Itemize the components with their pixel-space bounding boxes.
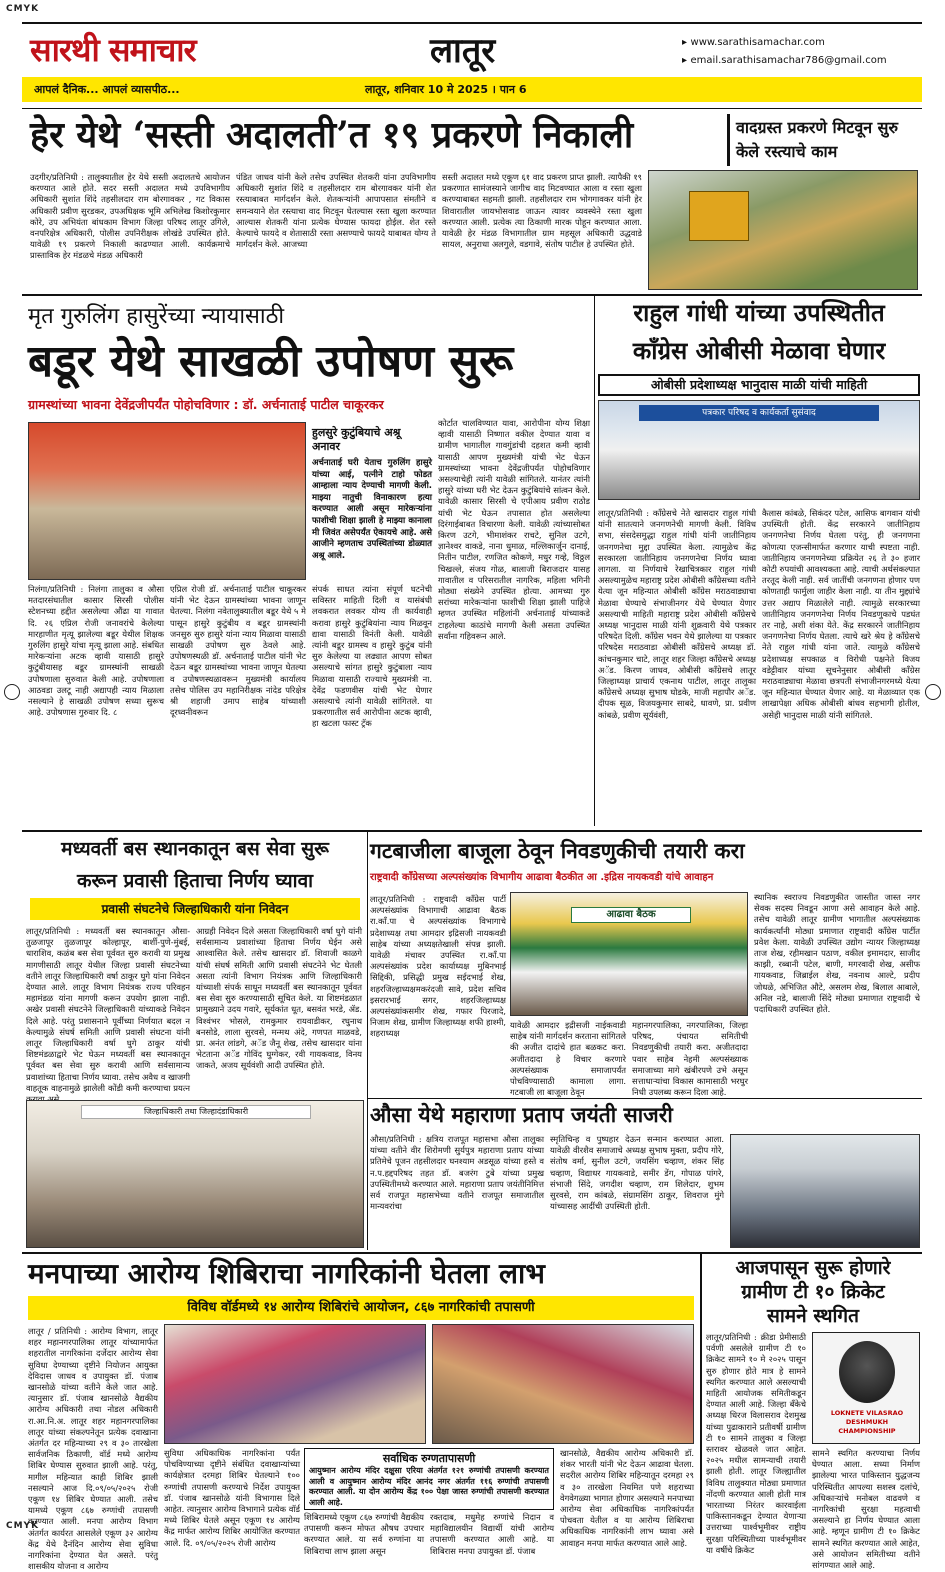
story7-col5: खानसोळे, वैद्यकीय आरोग्य अधिकारी डॉ. शंकर भारती यांनी भेट देऊन आढावा घेतला. सदरील आरोग्य शिबिर महिन्यातून दरमहा २९ व ३० तारखेला नियमित पणे शहराच्या वेगवेगळ्या भागात होणार असल्याने मनपाच्या आरोग्य सेवा अधिकाधिक नागरिकांपर्यंत पोचवता येतील व या आरोग्य शिबिराचा अधिकाधिक नागरिकांनी लाभ घ्यावा असे आवाहन मनपा मार्फत करण्यात आले आहे.	[560, 1448, 694, 1548]
story1-headline: हेर येथे ‘सस्ती अदालती’त १९ प्रकरणे निकाली	[30, 114, 634, 156]
story6-col2: स्मृतिचिन्ह व पुष्पहार देऊन सन्मान करण्यात आला. यावेळी वीरशैव समाजाचे अध्यक्ष सुभाष मुक्ता, प्रदीप गोरे, संतोष वर्मा, सुनील उटगे, जयसिंग चव्हाण, शंकर सिंह चव्हाण, विद्याधर गायकवाडे, समीर डेंग, गोपाळ पांगरे, संभाजी सिंदे, जगदीश चव्हाण, राम शिलेदार, शुभम सुरवसे, राम कांबळे, संग्रामसिंग ठाकूर, शिवराज मुंगे यांच्यासह आदींची उपस्थिती होती.	[550, 1134, 724, 1212]
story7-col2: सुविधा अधिकाधिक नागरिकांना पर्यंत पोचविण्याच्या दृष्टीने संबंधित दवाखान्यांच्या कार्यक्षेत्रात दरमहा शिबिर घेतल्याने १०० रुग्णांची तपासणी करण्याचे निर्देश उपायुक्त डॉ. पंजाब खानसोळे यांनी विभागास दिले आहेत. त्यानुसार आरोग्य विभागाने प्रत्येक वॉर्ड मध्ये शिबिर घेतले असून एकूण १४ आरोग्य केंद्र मार्फत आरोग्य शिबिर आयोजित करण्यात आले. दि. ०९/०५/२०२५ रोजी आरोग्य	[164, 1448, 300, 1548]
story2-col4: कोर्टात चालविण्यात यावा, आरोपीना योग्य शिक्षा व्हावी यासाठी निष्णात वकील देण्यात यावा व ग्रामीण भागातील गावगुंडांची दहशत कमी व्हावी यासाठी आपण मुख्यमंत्री यांची भेट घेऊन ग्रामस्थांच्या भावना देवेंद्रजीपर्यंत पोहोचविणार असल्याचेही त्यांनी यावेळी सांगितले. यानंतर त्यांनी हासुरे यांच्या घरी भेट देऊन कुटुंबियांचे सांत्वन केले. यावेळी कासार सिरसी चे एपीआय प्रवीण राठोड यांची भेट घेऊन तपासात होत असलेल्या दिरंगाईबाबत विचारणा केली. यावेळी त्यांच्यासोबत किरण उटगे, भीमाशंकर राचटे, सुनिल उटगे, ज्ञानेश्वर वाकडे, नाना धुमाळ, मल्लिकार्जुन दानाई, नितीन पाटील, रणजित कोकणे, मधुर गव्हे, विठ्ठल चिखल्ले, संजय गोळ, बालाजी बिराजदार यासह गावातील व परिसरातील नागरिक, महिला भगिनी मोठ्या संख्येने उपस्थित होत्या. आमच्या गुरु सरांच्या मारेकऱ्यांना फाशीची शिक्षा झाली पाहिजे म्हणत उपस्थित महिलांनी अर्चनाताई यांच्याकडे टाहलेल्या काठांचे मागणी केली असता उपस्थित सर्वांना गहिवरून आले.	[438, 418, 590, 641]
story4-headline-line2: करून प्रवासी हिताचा निर्णय घ्यावा	[76, 870, 314, 892]
story7-subhead: विविध वॉर्डमध्ये १४ आरोग्य शिबिरांचे आयोजन, ८६७ नागरिकांची तपासणी	[28, 1296, 694, 1320]
story7-col1: लातूर / प्रतिनिधी : आरोग्य विभाग, लातूर शहर महानगरपालिका लातूर यांच्यामार्फत शहरातील नागरिकांना दर्जेदार आरोग्य सेवा सुविधा देण्याच्या दृष्टीने नियोजन आयुक्त देविदास जाधव व उपायुक्त डॉ. पंजाब खानसोळे यांच्या वतीने केले जात आहे. त्यानुसार डॉ. पंजाब खानसोळे वैद्यकीय आरोग्य अधिकारी तथा नोडल अधिकारी रा.आ.नि.अ. लातूर शहर महानगरपालिका लातूर यांच्या संकल्पनेतून प्रत्येक दवाखाना अंतर्गत दर महिन्याच्या २९ व ३० तारखेला सार्वजनिक ठिकाणी, वॉर्ड मध्ये आरोग्य शिबिर घेण्यास सुरुवात झाली आहे. परंतु, मागील महिन्यात काही शिबिर झाली नसल्याने आज दि.०९/०५/२०२५ रोजी एकूण १४ शिबिर घेण्यात आली. तसेच यामध्ये एकूण ८६७ रुग्णांची तपासणी करण्यात आली. मनपा आरोग्य विभाग अंतर्गत कार्यरत आसलेले एकूण ३२ आरोग्य केंद्र येथे दैनंदिन आरोग्य सेवा सुविधा नागरिकांना देण्यात येत असते. परंतु शासकीय योजना व आरोग्य	[28, 1326, 158, 1572]
edition-name: लातूर	[430, 31, 496, 71]
email-link[interactable]: ▸ email.sarathisamachar786@gmail.com	[682, 55, 887, 66]
story2-sidebar-title: हुलसुरे कुटुंबियाचे अश्रू अनावर	[312, 426, 401, 453]
story5-col4: स्थानिक स्वराज्य निवडणुकीत जास्तीत जास्त नगर सेवक सदस्य निवडून आणा असे आवाहन केले आहे. तसेच यावेळी लातूर ग्रामीण भागातील अल्पसंख्याक कार्यकर्त्यांनी मोठ्या प्रमाणात राष्ट्रवादी काँग्रेस पार्टीत प्रवेश केला. यावेळी उपस्थित उद्योग न्यायर जिल्हाध्यक्ष ताज शेख, रहीमखान पठाण, वकील इमामदार, साजीद काझी, रब्बानी पटेल, बाणी, मगरवादी शेख, असीफ गायकवाड, जिब्राईल शेख, नवनाथ आल्टे, प्रदीप जोधळे, अभिजित औटे, असलम शेख, बिलाल आबाले, अनिल नडे, बालाजी सिंदे मोठ्या प्रमाणात राष्ट्रवादी चे पदाधिकारी उपस्थित होते.	[754, 892, 920, 1015]
story2-col3: संपर्क साधत त्यांना संपूर्ण घटनेची सविस्तर माहिती दिली व यासंबंधी लवकरात लवकर योग्य ती कार्यवाही करावा हासुरे कुटुंबियांना न्याय मिळवून द्यावा यासाठी विनंती केली. यावेळी त्यांनी बडूर ग्रामस्थ व हासुरे कुटुंब यांनी सुरु केलेल्या या लढ्यात आपण सोबत असल्याचे सांगत हासुरे कुटुंबाला न्याय मिळावा यासाठी राज्याचे मुख्यमंत्री ना. देवेंद्र फडणवीस यांची भेट घेणार असल्याचे त्यांनी यावेळी सांगितले. या प्रकरणातील सर्व आरोपीना अटक व्हावी, हा खटला फास्ट ट्रॅक	[312, 584, 432, 729]
story1-photo-caption: वादग्रस्त प्रकरणे मिटवून सुरु केले रस्त्याचे काम	[736, 118, 899, 161]
story7-box-title: सर्वाधिक रुग्णतापासणी	[382, 1452, 476, 1465]
story2-col2: एप्रिल रोजी डॉ. अर्चनाताई पाटील चाकूरकर यांनी भेट देऊन ग्रामस्थांच्या भावना जाणून घेतल्या. निलंगा नवेतालुक्यातील बडूर येथे ५ मे पासून हासुरे कुटुंबीय व बडूर ग्रामस्थांनी जनसुरु सुरु हासुरे यांना न्याय मिळावा यासाठी साखळी उपोषण सुरु ठेवले आहे. उपोषणस्थळी डॉ. अर्चनाताई पाटील यांनी भेट देऊन बडूर ग्रामस्थांच्या भावना जाणून घेतल्या व उपोषणस्थळावरून मुख्यमंत्री कार्यालय तसेच पोलिस उप महानिरीक्षक नांदेड परिक्षेत्र श्री शहाजी उमाप साहेब यांच्याशी दूरध्वनीवरून	[170, 584, 306, 718]
story3-col2: कैलास कांबळे, सिकंदर पटेल, आसिफ बागवान यांची उपस्थिती होती. केंद्र सरकारने जातीनिहाय जनगणनेचा निर्णय घेतला परंतु, ही जनगणना कोणत्या एजन्सीमार्फत करणार याची स्पष्टता नाही. जातीनिहाय जनगणनेच्या प्रक्रियेत २६ ते ३० हजार कोटी रुपयांची आवश्यकता आहे. त्याची अर्थसंकल्पात तरतूद केली नाही. सर्व जातींची जनगणना होणार पण कोणताही फार्मुला जाहीर केला नाही. या तीन मुद्द्यांचे उत्तर अद्याप मिळालेले नाही. त्यामुळे सरकारच्या जातीनिहाय जनगणनेचा निर्णय निवडणुकाचे पडघंत तर नाहे, अशी शंका येते. केंद्र सरकारने जातीनिहाय जनगणनेचा निर्णय घेतला. त्याचे खरे श्रेय हे काँग्रेसचे नेते राहुल गांधी यांना जाते. त्यामुळे काँग्रेसचे प्रदेशाध्यक्ष सपकाळ व विरोधी पक्षनेते विजय वडेट्टीवार यांच्या सूचनेनुसार ओबीसी काँग्रेस मराठवाड्याचा मेळावा छत्रपती संभाजीनगरमध्ये येत्या जून महिन्यात घेण्यात येणार आहे. या मेळाव्यात एक लाखापेक्षा अधिक ओबीसी बांधव सहभागी होतील, असेही भानुदास माळी यांनी सांगितले.	[762, 508, 920, 720]
story1-col2: पंडित जाधव यांनी केले तसेच उपस्थित शेतकरी यांना उपविभागीय अधिकारी सुशांत शिंदे व तहसीलदार राम बोरगावकर यांनी शेत रस्त्याबाबत मार्गदर्शन केले. शेतकऱ्यांनी आपापसात संमतीने व समन्वयाने शेत रस्त्याचा वाद मिटवून घेतल्यास रस्ता खुला करण्यात आल्यास शेतकरी यांना प्रत्येक घेण्यास फायदा होईल. शेत रस्ते केल्याचे फायदे व शेतासाठी रस्ता असण्याचे फायदे याबाबत योग्य ते मार्गदर्शन केले. आजच्या	[236, 172, 436, 250]
story3-subhead: ओबीसी प्रदेशाध्यक्ष भानुदास माळी यांची माहिती	[598, 374, 920, 396]
story5-subhead: राष्ट्रवादी काँग्रेसच्या अल्पसंख्यांक विभागीय आढावा बैठकीत आ .इद्रिस नायकवडी यांचे आवाहन	[370, 872, 714, 883]
story5-photo-meeting	[510, 892, 748, 1016]
story7-photo-camp2	[432, 1324, 694, 1444]
story7-photo-camp1	[164, 1324, 426, 1444]
story4-col2: आग्रही निवेदन दिले असता जिल्हाधिकारी वर्षा घुगे यांनी सर्वसामान्य प्रवाशांच्या हिताचा निर्णय घेईन असे आश्वासित केले. तसेच खासदार डॉ. शिवाजी काळगे यांची संघर्ष समिती आणि प्रवासी संघटनेने भेट घेतली असता त्यांनी विभाग नियंत्रक आणि जिल्हाधिकारी यांच्याशी संपर्क साधून मध्यवर्ती बस स्थानकातून पूर्ववत बस सेवा सुरु करण्यासाठी सूचित केले. या शिष्टमंडळात प्रामुख्याने उदय गवारे, सूर्यकांत धूत, बसवंत भरडे, ॲड. विश्वंभर भोसले, रामकुमार रायवाडीकर, रघुनाथ बनसोडे, लाला सुरवसे, मन्मथ अंदे, गणपत माळवडे, प्रा. अनंत लांडगे, अॅड जैनू शेख, तसेच खासदार यांना भेटताना अॅड गोविंद घुग्गेकर, रवी गायकवाड, विनय जाकते, अजय सूर्यवंशी आदी उपस्थित होते.	[196, 926, 362, 1071]
website-link[interactable]: ▸ www.sarathisamachar.com	[682, 37, 825, 48]
story8-headline-line2: ग्रामीण टी १० क्रिकेट	[741, 1281, 885, 1303]
story3-headline-line1: राहुल गांधी यांच्या उपस्थितीत	[633, 298, 885, 327]
collector-office-sign: जिल्हाधिकारी तथा जिल्हादंडाधिकारी	[81, 1105, 311, 1119]
story8-headline-line3: सामने स्थगित	[767, 1305, 859, 1327]
story7-box-text: आयुष्मान आरोग्य मंदिर दक्षुसा एरिया अंतर्गत १२१ रुग्णांची तपासणी करण्यात आली व आयुष्मान आरोग्य मंदिर आनंद नगर अंतर्गत ११६ रुग्णांची तपासणी करण्यात आली. या दोन आरोग्य केंद्र १०० पेक्षा जास्त रुग्णांची तपासणी करण्यात आली आहे.	[309, 1466, 549, 1507]
story3-col1: लातूर/प्रतिनिधी : काँग्रेसचे नेते खासदार राहुल गांधी यांनी सातत्याने जनगणनेची मागणी केली. विविध सभा, संसदेसमुद्धा राहुल गांधी यांनी जातीनिहाय जनगणनेचा मुद्दा उपस्थित केला. त्यामुळेच केंद्र सरकारला जातीनिहाय जनगणनेचा निर्णय घ्यावा लागला. या निर्णयाचे रेखाचित्रकार राहुल गांधी असल्यामुळेच महाराष्ट्र प्रदेश ओबीसी काँग्रेसच्या वतीने येत्या जून महिन्यात ओबीसी काँग्रेस मराठवाड्याचा मेळावा घेण्याचे संभाजीनगर येथे घेण्यात येणार असल्याची माहिती महाराष्ट्र प्रदेश ओबीसी काँग्रेसचे अध्यक्ष भानुदास माळी यांनी शुक्रवारी येथे पत्रकार परिषदेत दिली. काँग्रेस भवन येथे झालेल्या या पत्रकार परिषदेस मराठवाडा ओबीसी काँग्रेसचे अध्यक्ष डॉ. कांचनकुमार चाटे, लातूर शहर जिल्हा काँग्रेसचे अध्यक्ष अॅड. किरण जाधव, ओबीसी काँग्रेसचे लातूर जिल्हाध्यक्ष प्राचार्य एकनाथ पाटील, लातूर तालुका काँग्रेसचे अध्यक्ष सुभाष घोडके, माजी महापौर अॅड. दीपक सूळ, विजयकुमार साबदे, धावणे, प्रा. प्रवीण कांबळे, प्रवीण सूर्यवंशी,	[598, 508, 756, 720]
story5-col2: यावेळी आमदार इद्रीसजी नाईकवाडी साहेब यांनी मार्गदर्शन करताना सांगितले की अजीत दादांचे हात बळकट करा. अजीतदादा हे विचार करणारे अल्पसंख्याक समाजापर्यंत पोचविण्यासाठी कामाला लागा. गटबाजी ला बाजूला ठेवून	[510, 1020, 626, 1098]
story4-photo-memorandum	[26, 1100, 364, 1248]
story6-headline: औसा येथे महाराणा प्रताप जयंती साजरी	[370, 1102, 673, 1127]
story2-col1: निलंगा/प्रतिनिधी : निलंगा तालुका व औसा मतदारसंघातील कासार सिरसी पोलीस स्टेशनच्या हद्दीत असलेल्या औंढा या गावात दि. २६ एप्रिल रोजी जनावरांचे केलेल्या मारहाणीत मृत्यू झालेल्या बडूर येथील शिक्षक गुरुलिंग हासुरे यांचा मृत्यू झाला आहे. संबधित मारेकऱ्यांना अटक व्हावी यासाठी हासुरे कुटुंबीयासह बडूर ग्रामस्थांनी साखळी उपोषणाला सुरुवात केली आहे. उपोषणाला आठवडा उलटू नाही अद्यापही न्याय मिळाला नसल्याने हे साखळी उपोषण सध्या सुरूच आहे. उपोषणास गुरुवार दि. ८	[28, 584, 164, 718]
story5-col1: लातूर/प्रतिनिधी : राष्ट्रवादी काँग्रेस पार्टी अल्पसंख्यांक विभागाची आढावा बैठक रा.कॉं.पा चे अल्पसंख्यांक विभागाचे प्रदेशाध्यक्ष तथा आमदार इद्रिसजी नायकवडी साहेब यांच्या अध्यक्षतेखाली संपन्न झाली. यावेळी मंचावर उपस्थित रा.कॉं.पा अल्पसंख्यांक प्रदेश कार्याध्यक्ष मुबिनभाई सिद्दिकी, प्रसिद्धी प्रमुख सईदभाई शेख, शहरजिल्हाध्यक्षमकरंदजी सावे, प्रदेश सचिव इसरारभाई सगर, शहरजिल्हाध्यक्ष अल्पसंख्यांकसमीर शेख, गफार पिरजादे, निजाम शेख, ग्रामीण जिल्हाध्यक्ष शफी हाश्मी, शहराध्यक्ष	[370, 894, 506, 1039]
story2-photo-protest	[28, 422, 306, 580]
portrait-icon	[839, 1341, 895, 1403]
story5-headline: गटबाजीला बाजूला ठेवून निवडणुकीची तयारी करा	[370, 838, 745, 863]
story6-photo-jayanti	[730, 1134, 920, 1248]
story7-headline: मनपाच्या आरोग्य शिबिराचा नागरिकांनी घेतला लाभ	[28, 1257, 545, 1290]
story4-col1: लातूर/प्रतिनिधी : मध्यवर्ती बस स्थानकातून औसा-तुळजापूर तुळजापूर कोल्हापूर, बार्शी-पुणे-मुंबई, धाराशिव, कळंब बस सेवा पूर्ववत सुरु करावी या प्रमुख मागणीसाठी लातूर येथील जिल्हा प्रवासी संघटनेच्या वतीने लातूर जिल्हाधिकारी वर्षा ठाकूर घुगे यांना निवेदन देण्यात आले. लातूर विभाग नियंत्रक राज्य परिवहन महामंडळ यांना मागणी करून उपयोग झाला नाही. अखेर प्रवासी संघटनेने जिल्हाधिकारी यांच्याकडे निवेदन दिले आहे. परंतु प्रशासनाने पूर्वीच्या निर्णयात बदल न केल्यामुळे संघर्ष समिती आणि प्रवासी संघटना यांनी लातूर जिल्हाधिकारी वर्षा घुगे ठाकूर यांची शिष्टमंडळाद्वारे भेट घेऊन मध्यवर्ती बस स्थानकातून पूर्ववत बस सेवा सुरु करावी आणि सर्वसामान्य प्रवाशांच्या हिताचा निर्णय घ्यावा. तसेच अवैध व खाजगी वाहतूक वाहनामुळे झालेली कोंडी कमी करण्याचा प्रयत्न	[26, 926, 190, 1093]
story3-banner: पत्रकार परिषद व कार्यकर्ता सुसंवाद	[639, 405, 879, 421]
championship-logo	[812, 1332, 920, 1444]
story4-subhead: प्रवासी संघटनेचे जिल्हाधिकारी यांना निवेदन	[30, 898, 360, 920]
excavator-shape	[689, 191, 749, 241]
story4-headline-line1: मध्यवर्ती बस स्थानकातून बस सेवा सुरू	[61, 838, 329, 860]
story7-col3: शिबिरामध्ये एकूण ८६७ रुग्णांची वैद्यकीय तपासणी करून मोफत औषध उपचार करण्यात आले. या सर्व रुग्णांना या शिबिराचा लाभ झाला असून	[304, 1512, 424, 1556]
story7-highlight-box	[304, 1448, 554, 1510]
story6-col1: औसा/प्रतिनिधी : क्षत्रिय राजपूत महासभा औसा तालुका यांच्या वतीने वीर शिरोमणी सुर्यपुत्र महाराणा प्रताप यांच्या प्रतिमेचे पूजन तहसीलदार घनश्याम अडसूळ यांच्या हस्ते व न.प.हद्दपरिषद तहत डॉ. बजरंग टुबे यांच्या प्रमुख उपस्थितीमध्ये करण्यात आले. महाराणा प्रताप जयंतीनिमित्त सर्व राजपूत महासभेच्या वतीने राजपूत समाजातील मान्यवरांचा	[370, 1134, 544, 1212]
story2-subhead: ग्रामस्थांच्या भावना देवेंद्रजीपर्यंत पोहोचविणार : डॉ. अर्चनाताई पाटील चाकूरकर	[28, 397, 384, 412]
tagline: आपलं दैनिक... आपलं व्यासपीठ...	[34, 83, 180, 96]
crop-mark-left	[4, 684, 20, 700]
story3-photo-press	[598, 400, 920, 500]
dateline: लातूर, शनिवार 10 मे 2025 । पान 6	[365, 83, 527, 96]
story8-headline-line1: आजपासून सुरू होणारे	[735, 1257, 891, 1279]
story8-col1: लातूर/प्रतिनिधी : क्रीडा प्रेमीसाठी पर्वणी असलेले ग्रामीण टी १० क्रिकेट सामने १० मे २०२५ पासून सुरु होणार होते मात्र हे सामने स्थगित करण्यात आले असल्याची माहिती आयोजक समितीकडून देण्यात आली आहे. जिल्हा बँकेचे अध्यक्ष धिरज विलासराव देशमुख यांच्या पुढाकाराने प्रतीवर्षी ग्रामीण टी १० सामने तालुका व जिल्हा स्तरावर खेळवले जात आहेत. २०२५ मधील सामन्याची तयारी झाली होती. लातूर जिल्ह्यातील विविध तालुक्यात मोठ्या प्रमाणात नोंदणी करण्यात आली होती मात्र भारताच्या निरंतर कारवाईला पाकिस्तानकडून देण्यात येणाऱ्या उत्तराच्या पार्श्वभूमीवर राष्ट्रीय सुरक्षा परिस्थितीच्या पार्श्वभूमीवर या वर्षीचे क्रिकेट	[706, 1332, 806, 1555]
championship-logo-text: LOKNETE VILASRAO DESHMUKH CHAMPIONSHIP	[830, 1409, 904, 1435]
story2-sidebar-text: अर्चनाताई घरी येताच गुरुलिंग हासुरे यांच्या आई, पत्नीने टाहो फोडत आम्हाला न्याय देण्याची मागणी केली. माझ्या नातुची विनाकारण हत्या करण्यात आली असून मारेकऱ्यांना फाशीची शिक्षा झाली हे माझ्या कानाला मी जिवंत असेपर्यंत ऐकायचे आहे. असे आजीने म्हणताच उपस्थितांच्या डोळ्यात अश्रू आले.	[312, 458, 432, 561]
story2-sidebar	[312, 426, 432, 578]
registration-mark-bottom: CMYK	[6, 1521, 40, 1531]
masthead	[22, 22, 922, 102]
crop-mark-right	[925, 684, 941, 700]
story3-headline-line2: काँग्रेस ओबीसी मेळावा घेणार	[632, 336, 886, 365]
story1-col1: उदगीर/प्रतिनिधी : तालुक्यातील हेर येथे सस्ती अदालतचे आयोजन करण्यात आले होते. सदर सस्ती अदालत मध्ये उपविभागीय अधिकारी सुशांत शिंदे तहसीलदार राम बोरगावकर , गट विकास अधिकारी प्रवीण सुरडकर, उपअधिक्षक भूमि अभिलेख किशोरकुमार कोरे, उप अभियंता बांधकाम विभाग जिल्हा परिषद लातूर उगिले, वनपरिक्षेत्र अधिकारी, पोलीस उपनिरीक्षक लोखंडे उपस्थित होते. यावेळी १९ प्रकरणे निकाली काढण्यात आली. कार्यक्रमाचे प्रास्ताविक हेर मंडळचे मंडळ अधिकारी	[30, 172, 230, 261]
registration-mark-top: CMYK	[6, 4, 40, 14]
story1-photo-excavator	[648, 170, 918, 290]
story7-col4: रक्तदाब, मधुमेह रुग्णांचे निदान व महाविद्यालयीन विद्यार्थी यांची आरोग्य तपासणी करण्यात आली आहे. या शिबिरास मनपा उपायुक्त डॉ. पंजाब	[430, 1512, 554, 1556]
meeting-banner: आढावा बैठक	[571, 907, 691, 923]
story2-kicker: मृत गुरुलिंग हासुरेंच्या न्यायासाठी	[28, 304, 285, 329]
story1-col3: सस्ती अदालत मध्ये एकूण ६१ वाद प्रकरण प्राप्त झाली. त्यापैकी १९ प्रकरणात सामंजस्याने जागीच वाद मिटवण्यात आला व रस्ता खुला करण्याबाबत सहमती झाली. तहसीलदार राम भोगगावकर यांनी हेर शिवारातील जायभोसवाड जाऊन त्यावर व्यवस्थेने रस्ता खुला करण्यात आली. प्रत्येक त्या ठिकाणी मारक पोहून करण्यात आला. यावेळी हेर मंडळ विभागातील ग्राम महसूल अधिकारी उद्धवाडे सायल, अनुराधा अलगुले, वडगावे, संतोष पाटील हे उपस्थित होते.	[442, 172, 642, 250]
story2-headline: बडूर येथे साखळी उपोषण सुरू	[28, 336, 514, 387]
story8-col2: सामने स्थगित करण्याचा निर्णय घेण्यात आला. सध्या निर्माण झालेल्या भारत पाकिस्तान युद्धजन्य परिस्थितीत आपल्या सशस्त्र दलांचे, अधिकाऱ्यांचे मनोबल वाढवणे व नागरिकांची सुरक्षा महत्वाची असल्याने हा निर्णय घेण्यात आला आहे. म्हणून ग्रामीण टी १० क्रिकेट सामने स्थगित करण्यात आले आहेत, असे आयोजन समितीच्या वतीने सांगण्यात आले आहे.	[812, 1448, 920, 1571]
story5-col3: महानगरपालिका, नगरपालिका, जिल्हा परिषद, पंचायत समितीची निवडणुकीची तयारी करा. अजीतदादा पवार साहेब नेहमी अल्पसंख्याक समाजाच्या मागे खंबीरपणे उभे असून सत्ताधाऱ्यांचा विकास कामासाठी भरघुर निधी उपलब्ध करून दिला आहे.	[632, 1020, 748, 1098]
paper-name: सारथी समाचार	[30, 31, 196, 69]
